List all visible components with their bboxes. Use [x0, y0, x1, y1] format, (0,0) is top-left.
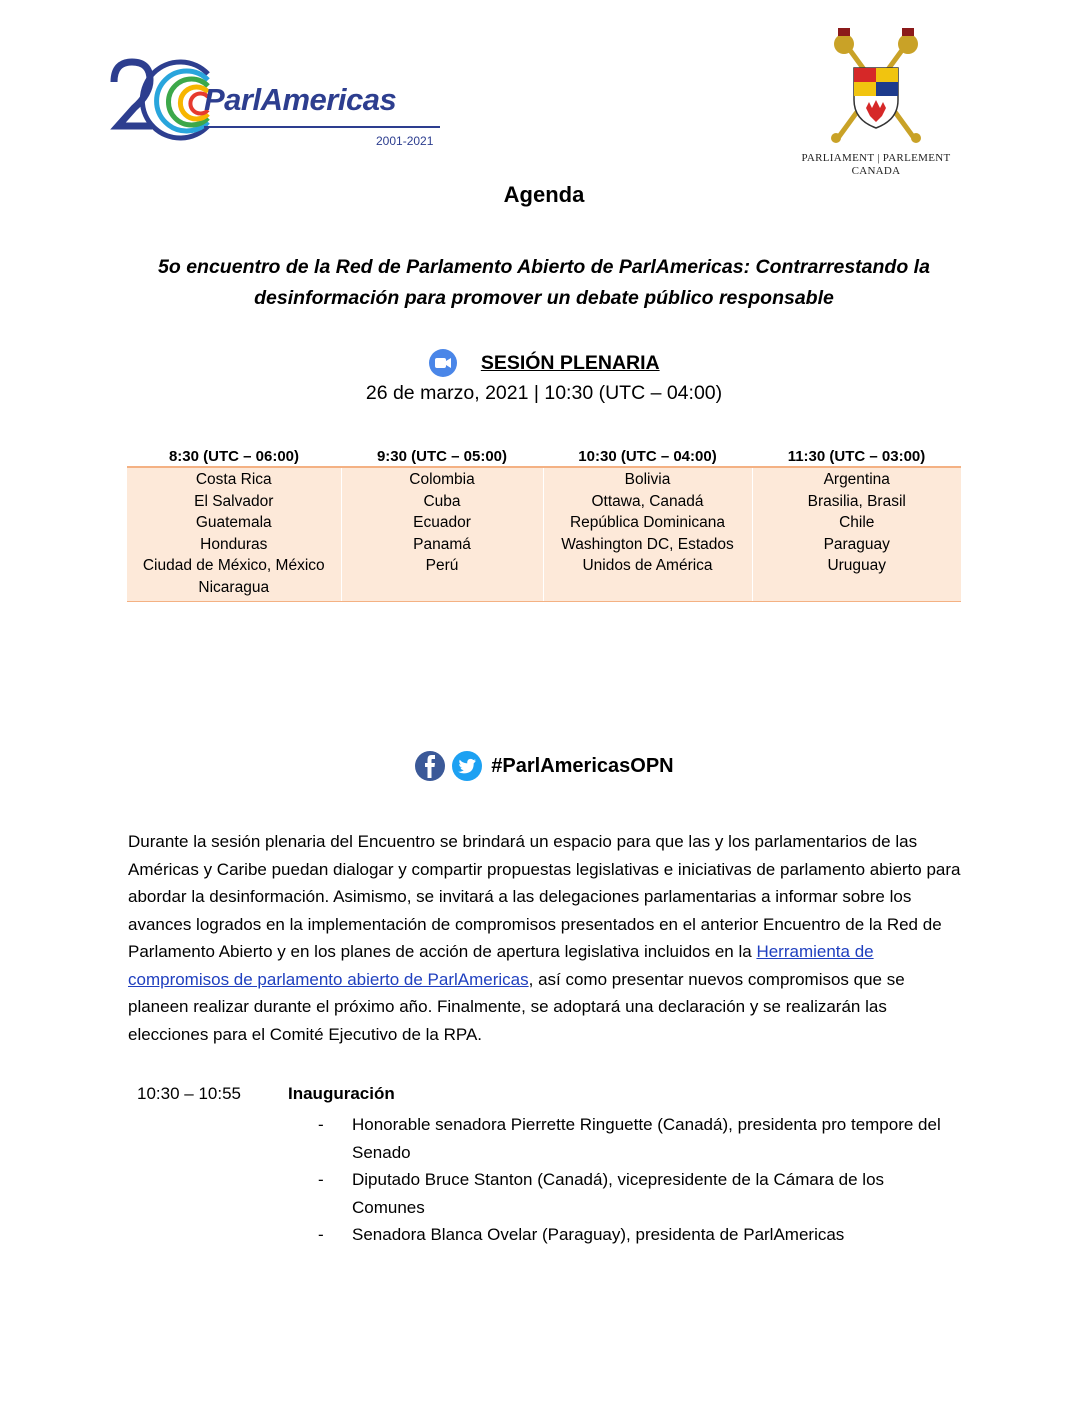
country: Cuba — [423, 492, 461, 510]
timezone-header-row — [127, 446, 961, 467]
country: Paraguay — [823, 535, 890, 553]
session-description — [128, 828, 964, 1048]
country: República Dominicana — [569, 514, 726, 532]
social-hashtag-row — [0, 750, 1088, 782]
country: Nicaragua — [198, 578, 270, 596]
country: Chile — [839, 514, 875, 532]
timezone-header: 8:30 (UTC – 06:00) — [127, 446, 341, 467]
event-subtitle-line2: desinformación para promover un debate público responsable — [254, 287, 834, 309]
country: Bolivia — [624, 471, 671, 488]
speaker-text: Diputado Bruce Stanton (Canadá), vicepresidente de la Cámara de los Comunes — [352, 1170, 885, 1217]
hashtag: #ParlAmericasOPN — [491, 754, 674, 777]
agenda-heading: Inauguración — [288, 1084, 395, 1103]
list-item — [318, 1221, 958, 1249]
parlamericas-20-emblem-icon — [108, 52, 218, 142]
country: Unidos de América — [582, 557, 713, 575]
event-subtitle-line1: 5o encuentro de la Red de Parlamento Abierto de ParlAmericas: Contrarrestando la — [158, 256, 930, 278]
description-text-end: , así como presentar nuevos compromisos que se planeen realizar durante el próximo año. Finalmente, se adoptará una declaración y se realizarán las elecciones para el Comité Ejecutivo de la RPA. — [128, 969, 905, 1044]
parlamericas-brand: ParlAmericas — [204, 82, 397, 117]
logo-underline — [204, 126, 444, 130]
timezone-table — [127, 446, 961, 602]
timezone-column — [127, 467, 341, 601]
list-item — [318, 1111, 958, 1166]
country: Ottawa, Canadá — [591, 492, 704, 510]
country: Washington DC, Estados — [561, 535, 734, 553]
session-title: SESIÓN PLENARIA — [480, 351, 660, 374]
country: Panamá — [413, 535, 471, 553]
timezone-countries-row — [127, 467, 961, 601]
country: Ciudad de México, México — [142, 557, 325, 575]
parlamericas-logo — [108, 52, 440, 152]
event-subtitle — [120, 252, 968, 314]
list-item — [318, 1166, 958, 1221]
country: Uruguay — [827, 557, 887, 575]
country: Costa Rica — [195, 471, 272, 488]
description-text: Durante la sesión plenaria del Encuentro se brindará un espacio para que las y los parlamentarios de las Américas y Caribe puedan dialogar y compartir propuestas legislativas e iniciativas de parlamento abierto para abordar la desinformación. Asimismo, se invitará a las delegaciones parlamentarias a informar sobre los avances logrados en la implementación de compromisos presentados en el anterior Encuentro de la Red de Parlamento Abierto y en los planes de acción de apertura legislativa incluidos en la — [128, 832, 961, 961]
timezone-column — [543, 467, 752, 601]
agenda-time: 10:30 – 10:55 — [137, 1084, 241, 1103]
parliament-caption — [800, 152, 952, 178]
country: Brasilia, Brasil — [807, 492, 906, 510]
session-heading — [0, 348, 1088, 378]
country: Honduras — [200, 535, 268, 553]
page-title: Agenda — [503, 182, 585, 207]
country: Argentina — [823, 471, 890, 488]
list-dash: - — [318, 1170, 324, 1189]
session-date: 26 de marzo, 2021 | 10:30 (UTC – 04:00) — [365, 382, 723, 404]
timezone-column — [752, 467, 961, 601]
country: Guatemala — [195, 514, 272, 532]
country: El Salvador — [194, 492, 274, 510]
parliament-caption-line1: PARLIAMENT | PARLEMENT — [801, 152, 951, 164]
country: Colombia — [409, 471, 475, 488]
facebook-icon[interactable] — [414, 750, 446, 782]
country: Ecuador — [413, 514, 471, 532]
timezone-header: 11:30 (UTC – 03:00) — [752, 446, 961, 467]
list-dash: - — [318, 1225, 324, 1244]
speaker-text: Senadora Blanca Ovelar (Paraguay), presidenta de ParlAmericas — [352, 1225, 845, 1244]
list-dash: - — [318, 1115, 324, 1134]
commitments-tool-link[interactable]: Herramienta de compromisos de parlamento abierto de ParlAmericas — [128, 942, 874, 989]
parlamericas-years: 2001-2021 — [376, 134, 434, 148]
timezone-header: 9:30 (UTC – 05:00) — [341, 446, 543, 467]
parliament-mace-crest-icon — [816, 22, 936, 148]
speaker-text: Honorable senadora Pierrette Ringuette (Canadá), presidenta pro tempore del Senado — [352, 1115, 941, 1162]
timezone-header: 10:30 (UTC – 04:00) — [543, 446, 752, 467]
parliament-canada-logo — [800, 22, 952, 182]
video-camera-icon — [428, 348, 458, 378]
twitter-icon[interactable] — [451, 750, 483, 782]
country: Perú — [425, 557, 459, 575]
agenda-speaker-list — [318, 1111, 958, 1249]
parliament-caption-line2: CANADA — [851, 165, 901, 177]
timezone-column — [341, 467, 543, 601]
